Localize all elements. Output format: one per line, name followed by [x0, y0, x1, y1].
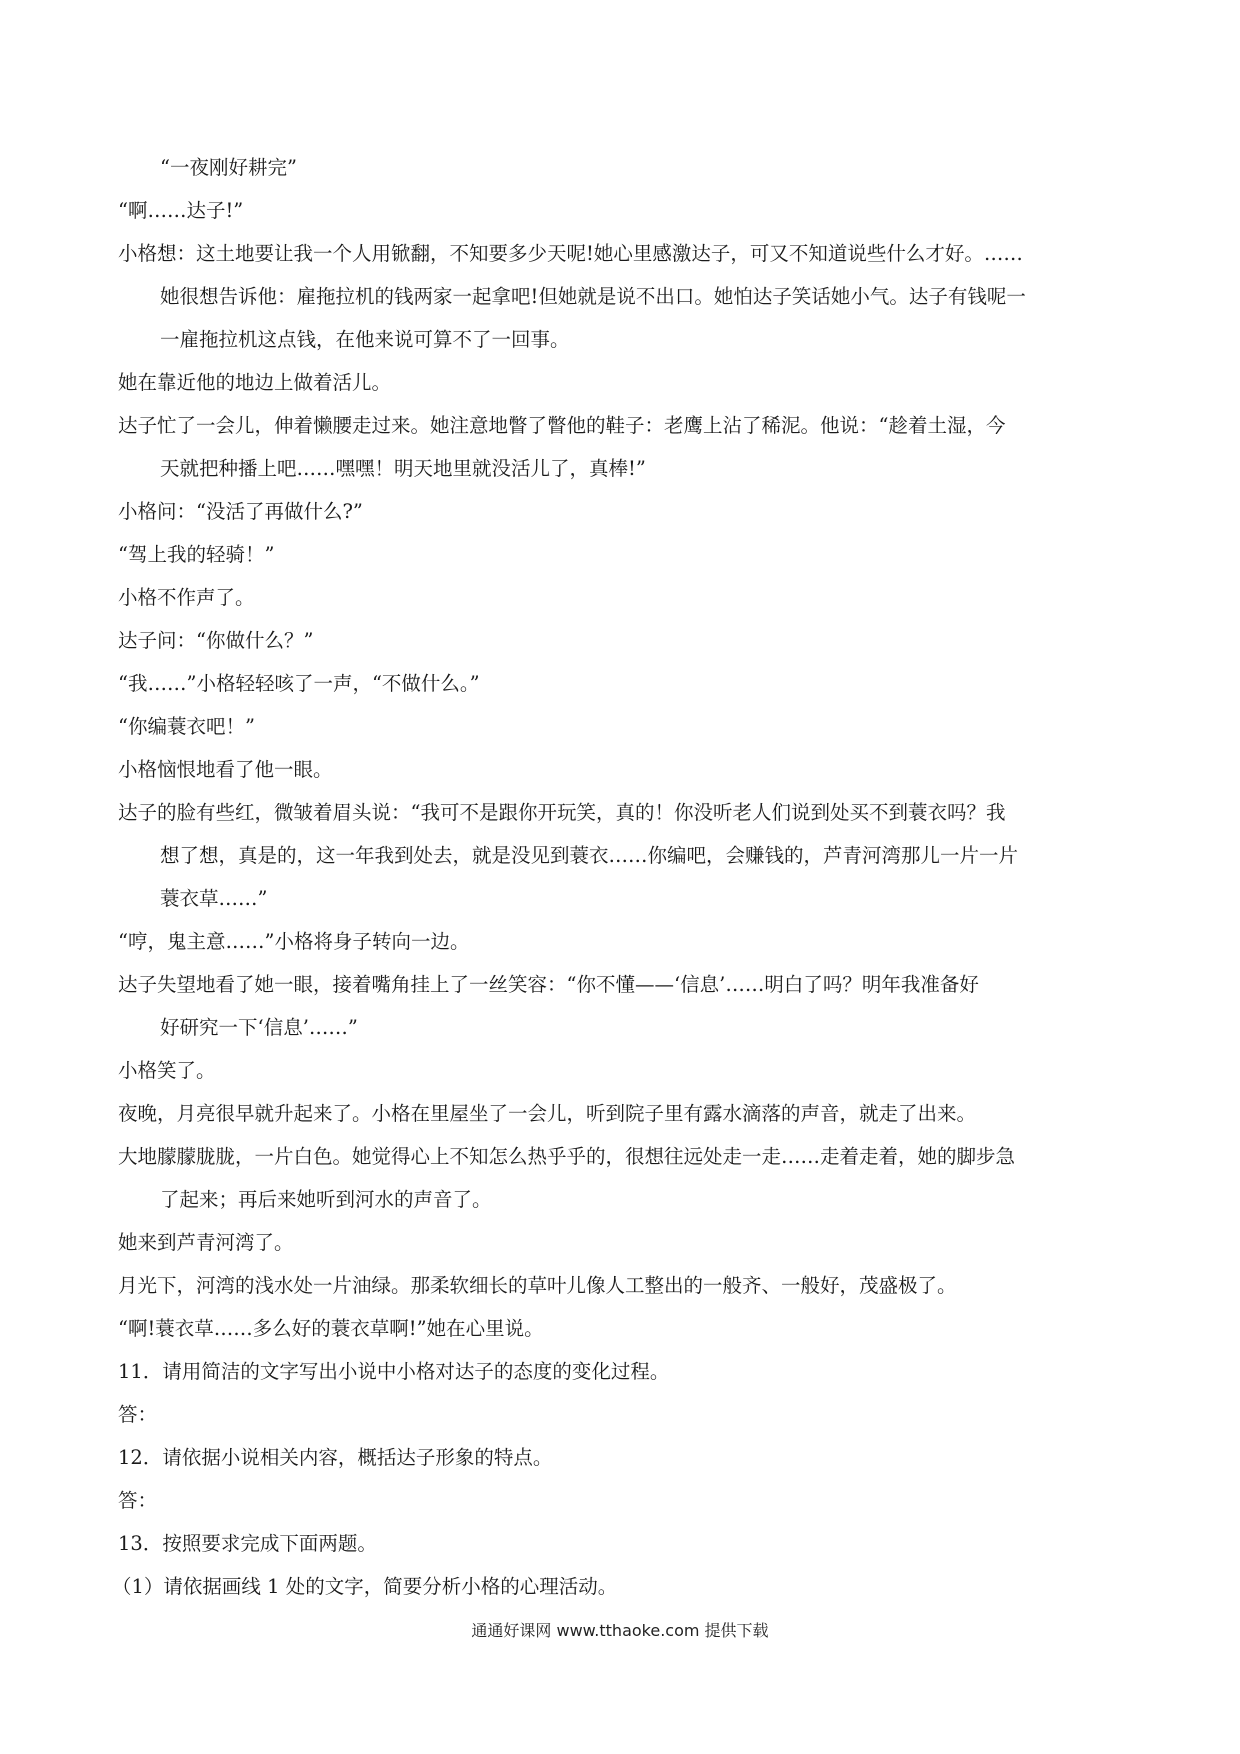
passage-line: 想了想，真是的，这一年我到处去，就是没见到蓑衣……你编吧，会赚钱的，芦青河湾那儿一片一片	[160, 844, 1019, 867]
passage-line: “一夜刚好耕完”	[160, 156, 297, 179]
passage-line: 她很想告诉他：雇拖拉机的钱两家一起拿吧!但她就是说不出口。她怕达子笑话她小气。达子有钱呢一	[160, 285, 1026, 308]
passage-line: “哼，鬼主意……”小格将身子转向一边。	[118, 930, 470, 953]
passage-line: 她来到芦青河湾了。	[118, 1231, 294, 1254]
passage-line: 达子的脸有些红，微皱着眉头说：“我可不是跟你开玩笑，真的！你没听老人们说到处买不到蓑衣吗？我	[118, 801, 1006, 824]
passage-line: 大地朦朦胧胧，一片白色。她觉得心上不知怎么热乎乎的，很想往远处走一走……走着走着，她的脚步急	[118, 1145, 1016, 1168]
passage-line: 天就把种播上吧……嘿嘿！明天地里就没活儿了，真棒!”	[160, 457, 646, 480]
passage-line: 小格想：这土地要让我一个人用锨翻，不知要多少天呢!她心里感激达子，可又不知道说些什么才好。……	[118, 242, 1023, 265]
question-13: 13．按照要求完成下面两题。	[118, 1532, 377, 1555]
question-11: 11．请用简洁的文字写出小说中小格对达子的态度的变化过程。	[118, 1360, 670, 1383]
passage-line: “我……”小格轻轻咳了一声，“不做什么。”	[118, 672, 480, 695]
answer-11-label: 答：	[118, 1403, 158, 1426]
passage-line: “驾上我的轻骑！”	[118, 543, 275, 566]
passage-line: 小格笑了。	[118, 1059, 216, 1082]
page-footer: 通通好课网 www.tthaoke.com 提供下载	[471, 1621, 769, 1640]
passage-line: “你编蓑衣吧！”	[118, 715, 255, 738]
passage-line: 小格问：“没活了再做什么?”	[118, 500, 363, 523]
question-12: 12．请依据小说相关内容，概括达子形象的特点。	[118, 1446, 553, 1469]
passage-line: 了起来；再后来她听到河水的声音了。	[160, 1188, 492, 1211]
passage-line: 蓑衣草……”	[160, 887, 268, 910]
passage-line: 小格恼恨地看了他一眼。	[118, 758, 333, 781]
passage-line: 小格不作声了。	[118, 586, 255, 609]
passage-line: “啊……达子!”	[118, 199, 244, 222]
passage-line: 月光下，河湾的浅水处一片油绿。那柔软细长的草叶儿像人工整出的一般齐、一般好，茂盛极了。	[118, 1274, 957, 1297]
passage-line: 一雇拖拉机这点钱，在他来说可算不了一回事。	[160, 328, 570, 351]
passage-line: 达子失望地看了她一眼，接着嘴角挂上了一丝笑容：“你不懂——‘信息’……明白了吗？明年我准备好	[118, 973, 979, 996]
passage-line: 达子忙了一会儿，伸着懒腰走过来。她注意地瞥了瞥他的鞋子：老鹰上沾了稀泥。他说：“趁着土湿，今	[118, 414, 1006, 437]
passage-line: 好研究一下‘信息’……”	[160, 1016, 358, 1039]
question-13-part-1: （1）请依据画线 1 处的文字，简要分析小格的心理活动。	[112, 1575, 618, 1598]
passage-line: 达子问：“你做什么？”	[118, 629, 314, 652]
passage-line: 夜晚，月亮很早就升起来了。小格在里屋坐了一会儿，听到院子里有露水滴落的声音，就走了出来。	[118, 1102, 977, 1125]
answer-12-label: 答：	[118, 1489, 158, 1512]
passage-line: 她在靠近他的地边上做着活儿。	[118, 371, 392, 394]
passage-line: “啊!蓑衣草……多么好的蓑衣草啊!”她在心里说。	[118, 1317, 544, 1340]
passage-body	[112, 146, 1128, 1608]
